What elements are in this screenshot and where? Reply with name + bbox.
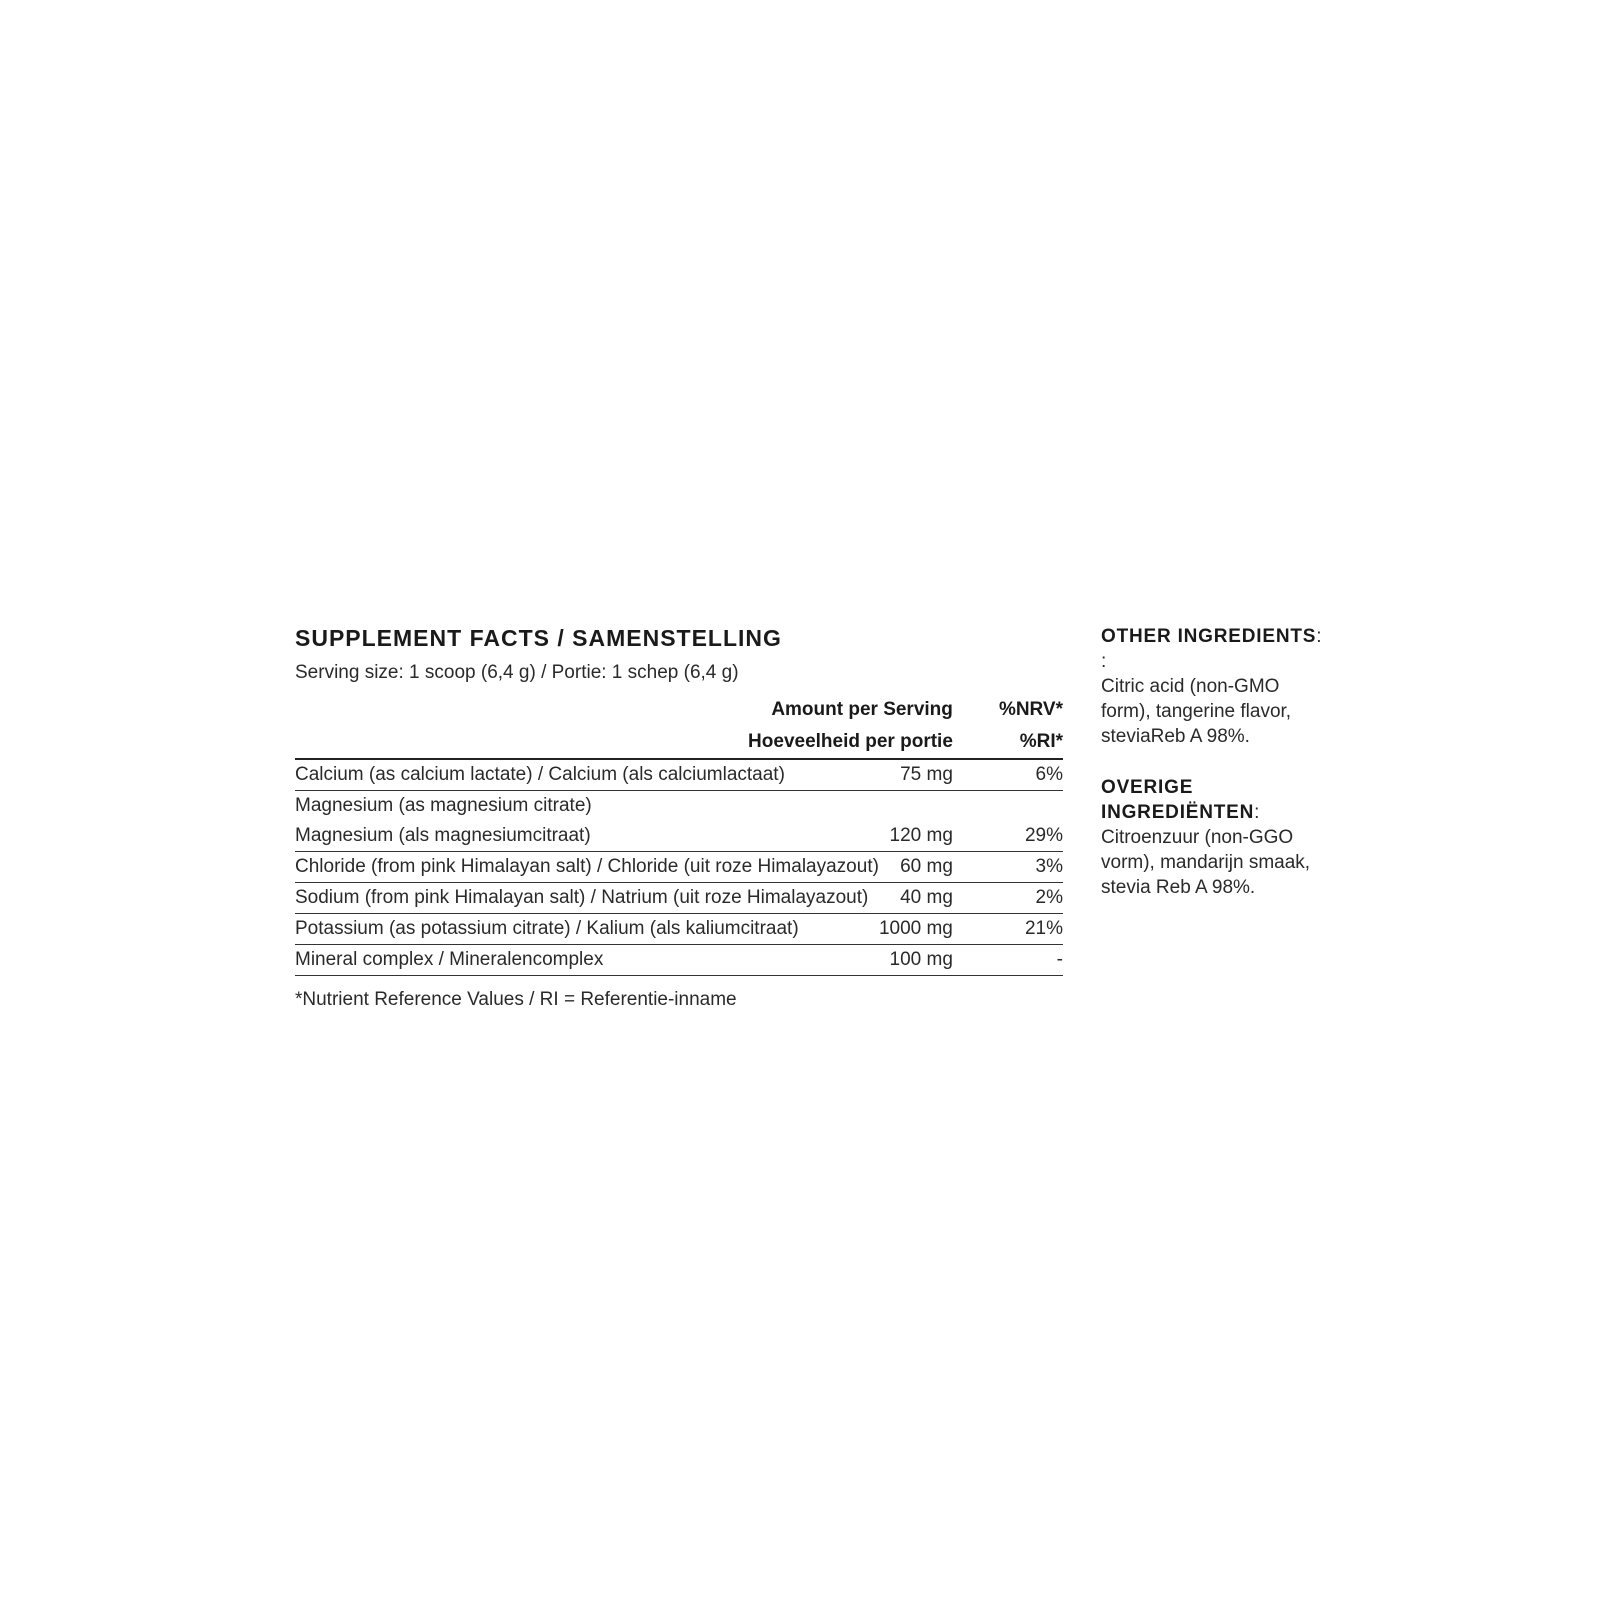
nutrient-ri: 3% xyxy=(999,852,1063,883)
other-ingredients-nl xyxy=(1101,775,1331,900)
nutrient-name: Sodium (from pink Himalayan salt) / Natrium (uit roze Himalayazout) xyxy=(295,883,879,914)
table-row xyxy=(295,821,1063,852)
nutrient-amount: 60 mg xyxy=(879,852,953,883)
nutrient-ri: 6% xyxy=(999,759,1063,791)
amount-header: Amount per Serving xyxy=(771,699,953,720)
table-row xyxy=(295,759,1063,791)
footnote: *Nutrient Reference Values / RI = Referentie-inname xyxy=(295,989,737,1010)
table-header-row xyxy=(295,726,1063,759)
supplement-facts-panel xyxy=(295,624,1063,1012)
nutrient-amount: 40 mg xyxy=(879,883,953,914)
nutrient-amount xyxy=(879,791,953,822)
overige-ingredienten-text: Citroenzuur (non-GGO vorm), mandarijn smaak, stevia Reb A 98%. xyxy=(1101,827,1311,898)
nutrient-name: Magnesium (as magnesium citrate) xyxy=(295,795,592,816)
nutrient-ri: 29% xyxy=(999,821,1063,852)
nutrient-amount: 1000 mg xyxy=(879,914,953,945)
table-row xyxy=(295,883,1063,914)
table-row xyxy=(295,791,1063,822)
nutrient-name: Potassium (as potassium citrate) / Kalium (als kaliumcitraat) xyxy=(295,914,879,945)
heading-separator: : : xyxy=(1101,626,1322,672)
nutrient-name: Chloride (from pink Himalayan salt) / Chloride (uit roze Himalayazout) xyxy=(295,852,879,883)
nutrient-amount: 75 mg xyxy=(879,759,953,791)
other-ingredients-text: Citric acid (non-GMO form), tangerine flavor, steviaReb A 98%. xyxy=(1101,676,1292,747)
nutrient-ri: 2% xyxy=(999,883,1063,914)
nutrient-name: Magnesium (als magnesiumcitraat) xyxy=(295,821,879,852)
nutrient-amount: 100 mg xyxy=(879,945,953,976)
nutrition-table xyxy=(295,694,1063,976)
table-header-row xyxy=(295,694,1063,726)
nutrient-name: Calcium (as calcium lactate) / Calcium (als calciumlactaat) xyxy=(295,759,879,791)
other-ingredients-en xyxy=(1101,624,1331,749)
nutrient-ri: - xyxy=(999,945,1063,976)
nutrient-name: Mineral complex / Mineralencomplex xyxy=(295,945,879,976)
table-row xyxy=(295,852,1063,883)
table-row xyxy=(295,945,1063,976)
amount-header: Hoeveelheid per portie xyxy=(295,726,953,759)
nutrient-amount: 120 mg xyxy=(879,821,953,852)
other-ingredients-heading: OTHER INGREDIENTS xyxy=(1101,626,1317,647)
nutrient-ri: 21% xyxy=(999,914,1063,945)
other-ingredients-panel xyxy=(1101,624,1331,900)
nrv-header: %NRV* xyxy=(998,699,1063,720)
serving-size: Serving size: 1 scoop (6,4 g) / Portie: 1 schep (6,4 g) xyxy=(295,662,739,683)
panel-title: SUPPLEMENT FACTS / SAMENSTELLING xyxy=(295,625,782,651)
overige-ingredienten-heading: OVERIGE INGREDIËNTEN xyxy=(1101,777,1255,823)
ri-header: %RI* xyxy=(999,726,1063,759)
heading-separator: : xyxy=(1254,802,1260,823)
table-row xyxy=(295,914,1063,945)
nutrient-ri xyxy=(999,791,1063,822)
